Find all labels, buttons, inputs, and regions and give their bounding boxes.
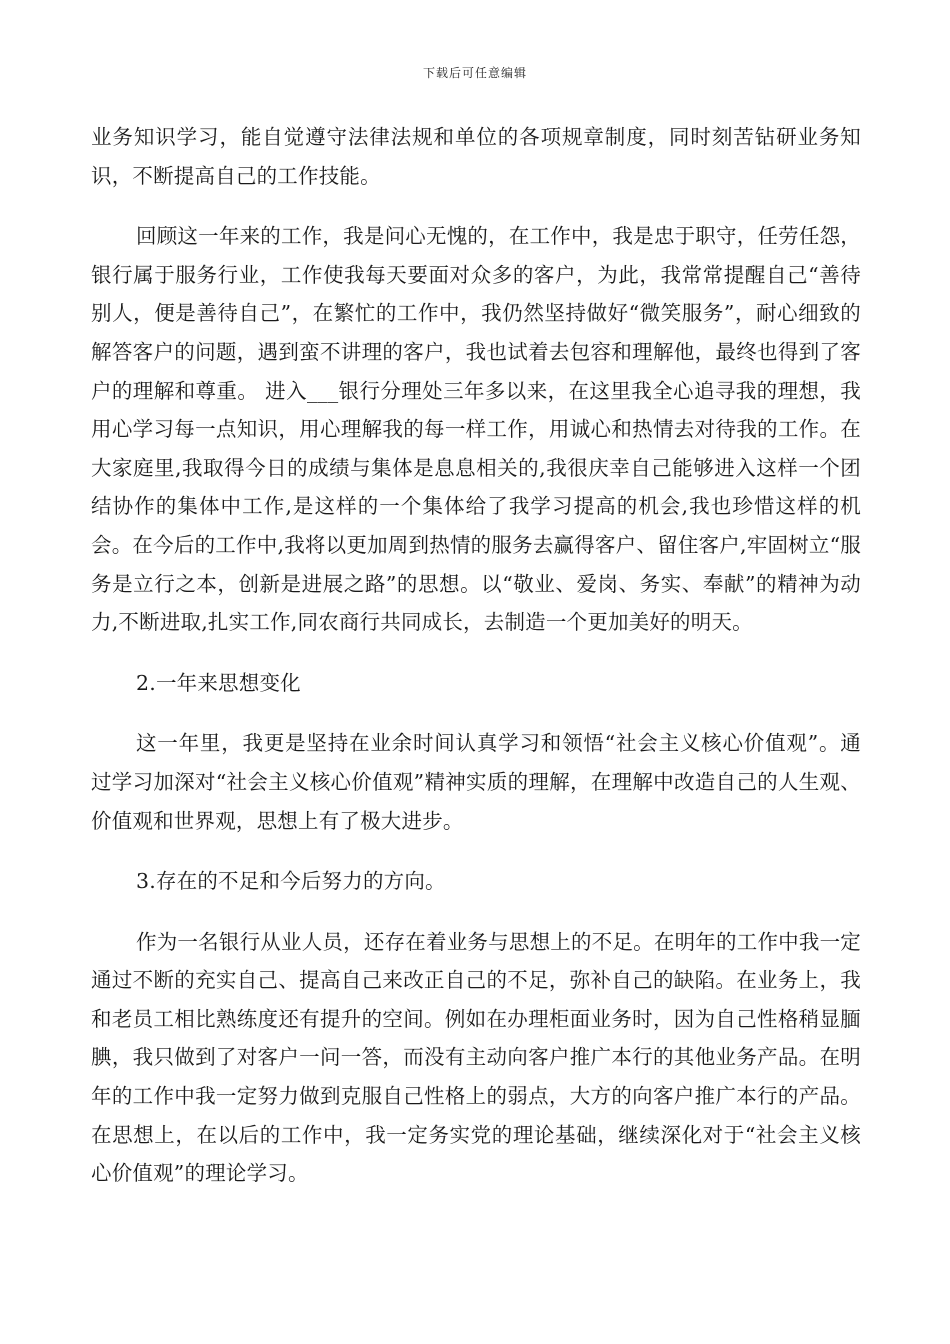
- paragraph-thought-change: 这一年里，我更是坚持在业余时间认真学习和领悟“社会主义核心价值观”。通过学习加深对“社会主义核心价值观”精神实质的理解，在理解中改造自己的人生观、价值观和世界观，思想上有了极大进步。: [91, 731, 861, 833]
- paragraph-work-review: 回顾这一年来的工作，我是问心无愧的，在工作中，我是忠于职守，任劳任怨，银行属于服务行业，工作使我每天要面对众多的客户，为此，我常常提醒自己“善待别人，便是善待自己”，在繁忙的工作中，我仍然坚持做好“微笑服务”，耐心细致的解答客户的问题，遇到蛮不讲理的客户，我也试着去包容和理解他，最终也得到了客户的理解和尊重。 进入___银行分理处三年多以来，在这里我全心追寻我的理想，我用心学习每一点知识，用心理解我的每一样工作，用诚心和热情去对待我的工作。在大家庭里,我取得今日的成绩与集体是息息相关的,我很庆幸自己能够进入这样一个团结协作的集体中工作,是这样的一个集体给了我学习提高的机会,我也珍惜这样的机会。在今后的工作中,我将以更加周到热情的服务去赢得客户、留住客户,牢固树立“服务是立行之本，创新是进展之路”的思想。以“敬业、爱岗、务实、奉献”的精神为动力,不断进取,扎实工作,同农商行共同成长，去制造一个更加美好的明天。: [91, 224, 861, 635]
- paragraph-shortcomings: 作为一名银行从业人员，还存在着业务与思想上的不足。在明年的工作中我一定通过不断的充实自己、提高自己来改正自己的不足，弥补自己的缺陷。在业务上，我和老员工相比熟练度还有提升的空间。例如在办理柜面业务时，因为自己性格稍显腼腆，我只做到了对客户一问一答，而没有主动向客户推广本行的其他业务产品。在明年的工作中我一定努力做到克服自己性格上的弱点，大方的向客户推广本行的产品。在思想上，在以后的工作中，我一定务实党的理论基础，继续深化对于“社会主义核心价值观”的理论学习。: [91, 929, 861, 1186]
- paragraph-continued-study: 业务知识学习，能自觉遵守法律法规和单位的各项规章制度，同时刻苦钻研业务知识，不断提高自己的工作技能。: [91, 125, 861, 188]
- page-header: 下载后可任意编辑: [422, 66, 527, 80]
- document-body: [91, 118, 861, 1193]
- section-heading-thought-change: 2.一年来思想变化: [136, 670, 301, 695]
- section-heading-shortcomings: 3.存在的不足和今后努力的方向。: [136, 869, 446, 894]
